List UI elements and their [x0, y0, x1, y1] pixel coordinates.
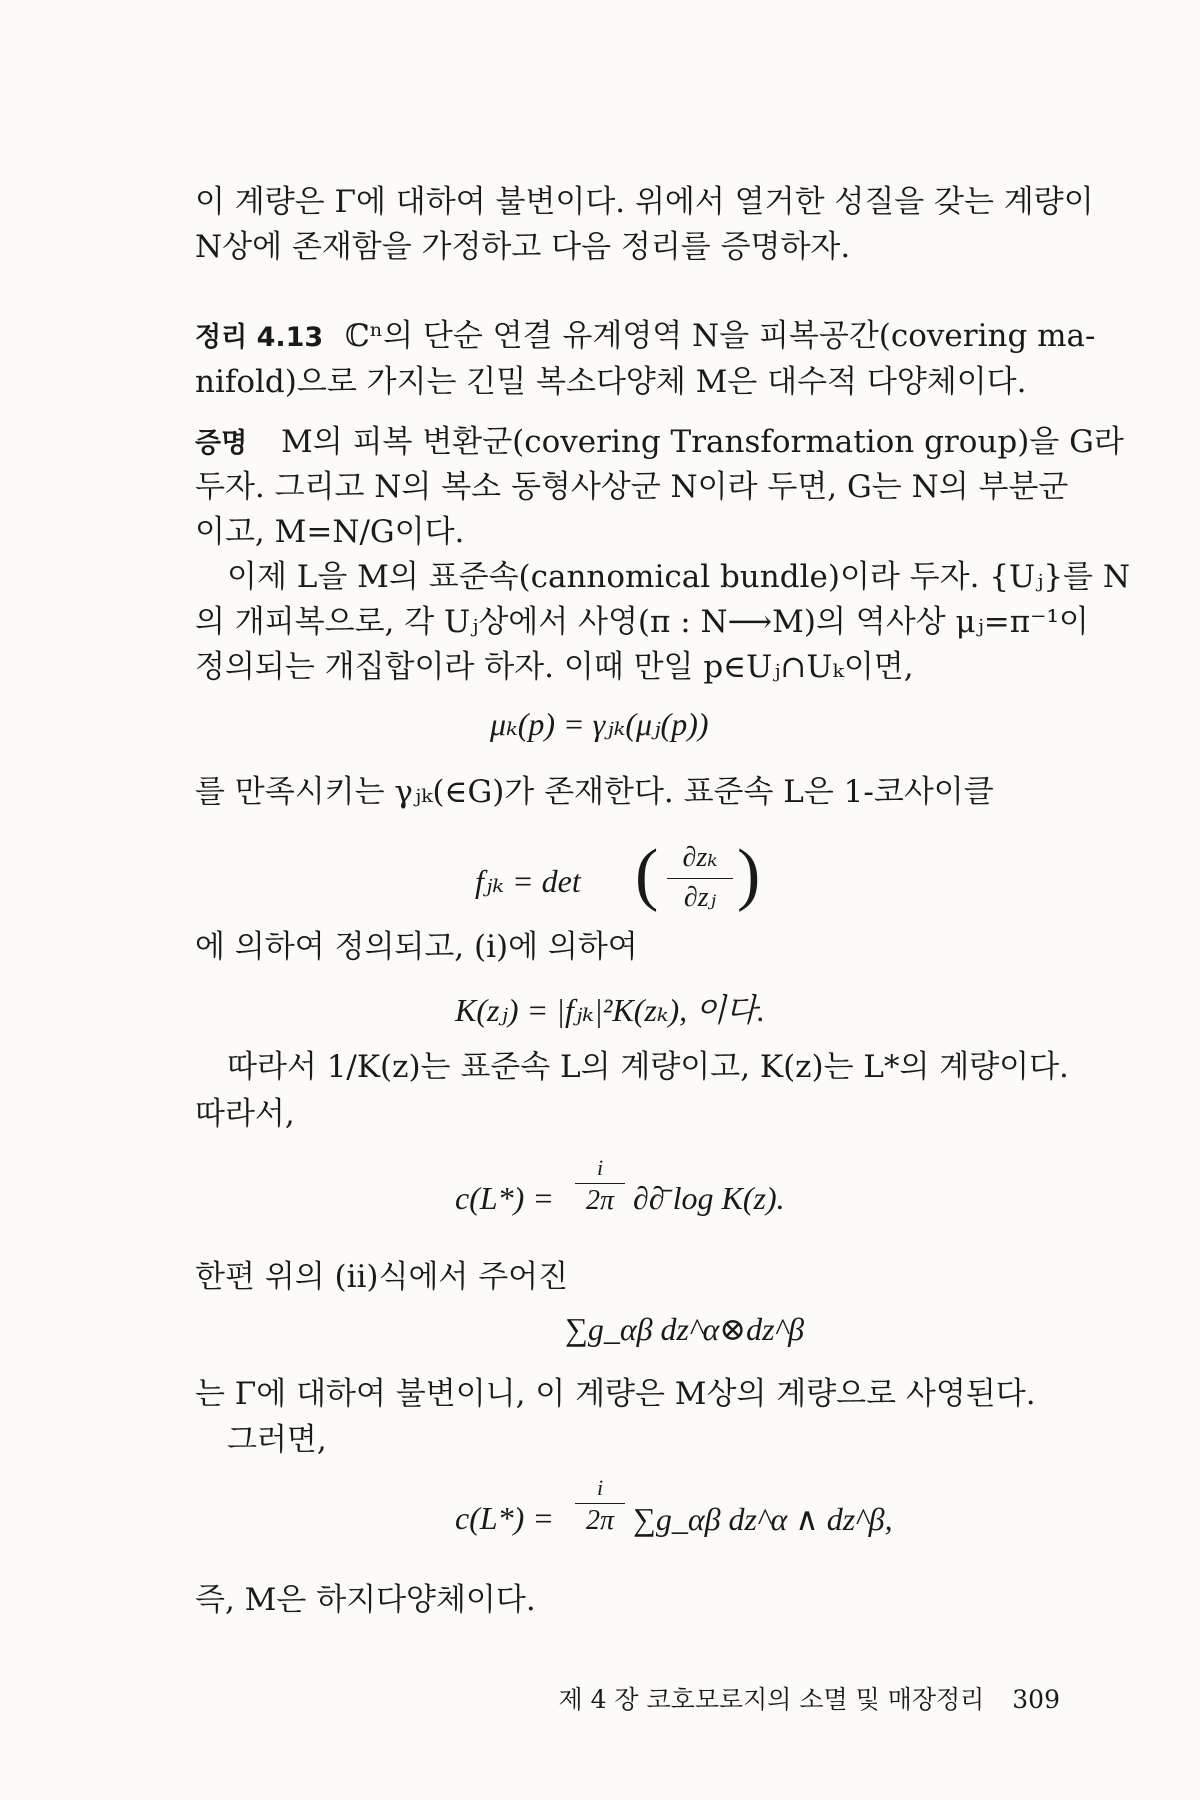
text-line: 는 Γ에 대하여 불변이니, 이 계량은 M상의 계량으로 사영된다. [195, 1376, 1036, 1412]
equation-K: K(zⱼ) = |fⱼₖ|²K(zₖ), 이다. [455, 992, 765, 1028]
fraction-numerator: i [596, 1475, 604, 1500]
equation-cL-final-left: c(L*) = [455, 1500, 554, 1536]
text-line: N상에 존재함을 가정하고 다음 정리를 증명하자. [195, 229, 851, 265]
fraction-numerator: ∂zₖ [682, 842, 718, 873]
text-line: 이고, M=N/G이다. [195, 514, 465, 550]
proof-line [195, 420, 1124, 466]
text-line: 정의되는 개집합이라 하자. 이때 만일 p∈Uⱼ∩Uₖ이면, [195, 649, 914, 685]
text-line: 에 의하여 정의되고, (i)에 의하여 [195, 929, 638, 965]
text-line: nifold)으로 가지는 긴밀 복소다양체 M은 대수적 다양체이다. [195, 364, 1027, 400]
page-footer [540, 1680, 1060, 1716]
text-line: 따라서, [195, 1096, 295, 1132]
fraction-numerator: i [596, 1155, 604, 1180]
theorem-label: 정리 4.13 [195, 322, 324, 353]
equation-mu: μₖ(p) = γⱼₖ(μⱼ(p)) [490, 706, 709, 742]
text-line: 따라서 1/K(z)는 표준속 L의 계량이고, K(z)는 L*의 계량이다. [227, 1049, 1069, 1085]
text-line: 한편 위의 (ii)식에서 주어진 [195, 1259, 569, 1295]
fraction-bar [575, 1503, 625, 1504]
text-line: 즉, M은 하지다양체이다. [195, 1582, 536, 1618]
text-line: 의 개피복으로, 각 Uⱼ상에서 사영(π : N⟶M)의 역사상 μⱼ=π⁻¹이 [195, 604, 1089, 640]
equation-metric: ∑g_αβ dz^α⊗dz^β [565, 1311, 804, 1347]
fraction-bar [575, 1183, 625, 1184]
equation-fjk-left: fⱼₖ = det [475, 863, 581, 899]
proof-text: M의 피복 변환군(covering Transformation group)을 G라 [281, 424, 1124, 460]
fraction-denominator: 2π [585, 1505, 615, 1536]
text-line: 를 만족시키는 γⱼₖ(∈G)가 존재한다. 표준속 L은 1-코사이클 [195, 774, 994, 810]
fraction-bar [667, 878, 733, 879]
paren-open: ( [635, 836, 659, 913]
equation-cL-right: ∂∂̄ log K(z). [633, 1180, 785, 1216]
theorem-text: ℂⁿ의 단순 연결 유계영역 N을 피복공간(covering ma- [345, 318, 1096, 354]
proof-label: 증명 [195, 428, 248, 459]
chapter-title: 제 4 장 코호모로지의 소멸 및 매장정리 [558, 1685, 985, 1714]
fraction-denominator: 2π [585, 1185, 615, 1216]
text-line: 그러면, [227, 1422, 327, 1458]
equation-cL-left: c(L*) = [455, 1180, 554, 1216]
text-line: 이제 L을 M의 표준속(cannomical bundle)이라 두자. {Uⱼ}를 N [227, 559, 1130, 595]
fraction-denominator: ∂zⱼ [683, 882, 717, 913]
equation-cL-final-right: ∑g_αβ dz^α ∧ dz^β, [633, 1501, 893, 1537]
page-number: 309 [1012, 1685, 1060, 1714]
text-line: 이 계량은 Γ에 대하여 불변이다. 위에서 열거한 성질을 갖는 계량이 [195, 184, 1094, 220]
text-line: 두자. 그리고 N의 복소 동형사상군 N이라 두면, G는 N의 부분군 [195, 469, 1069, 505]
theorem-statement-line [195, 314, 1096, 360]
paren-close: ) [737, 836, 761, 913]
